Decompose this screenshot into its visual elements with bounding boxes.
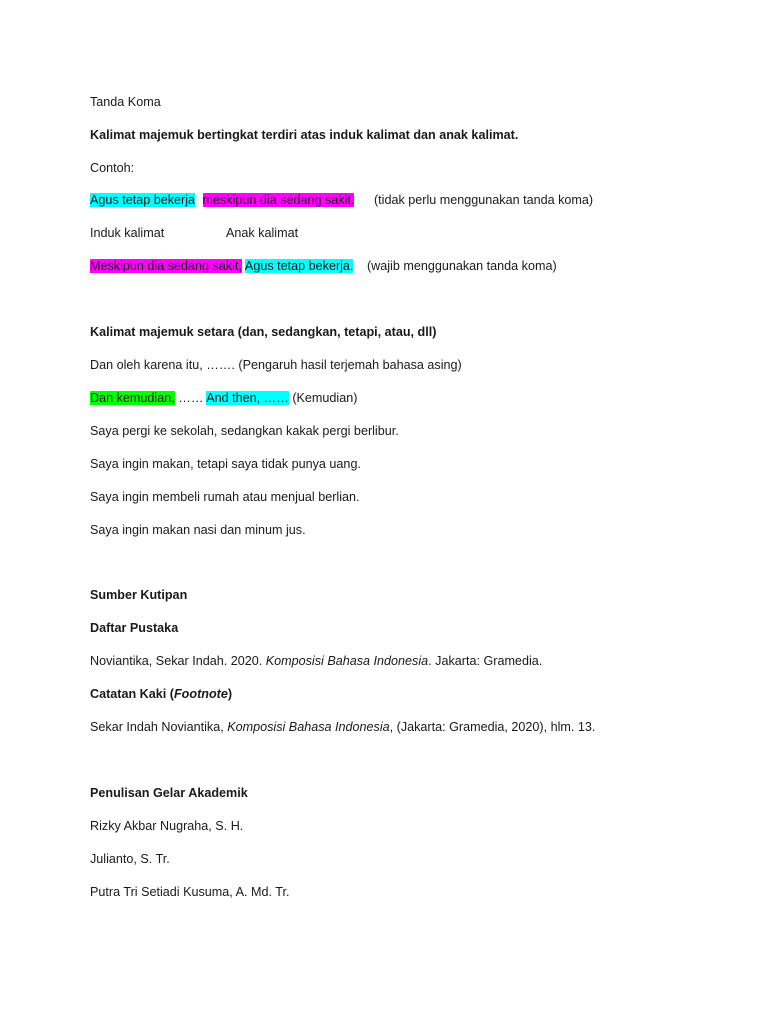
setara-example: Saya ingin makan nasi dan minum jus. <box>90 523 306 537</box>
setara-line-2 <box>90 390 357 406</box>
heading-daftar-pustaka: Daftar Pustaka <box>90 621 179 635</box>
example-1-note: (tidak perlu menggunakan tanda koma) <box>373 193 594 207</box>
entry-text: Noviantika, Sekar Indah. 2020. <box>90 654 266 668</box>
heading-gelar-akademik: Penulisan Gelar Akademik <box>90 786 248 800</box>
entry-text: , (Jakarta: Gramedia, 2020), hlm. 13. <box>389 720 596 734</box>
document-title: Tanda Koma <box>90 95 161 109</box>
and-then-highlight: And then, …… <box>206 391 289 405</box>
contoh-label: Contoh: <box>90 161 135 175</box>
footnote-word: Footnote <box>173 687 228 701</box>
labels-row <box>90 225 299 241</box>
heading-text: Catatan Kaki ( <box>90 687 174 701</box>
kemudian-note: (Kemudian) <box>292 391 358 405</box>
induk-kalimat-highlight: Agus tetap bekerja <box>90 193 196 207</box>
anak-kalimat-highlight: meskipun dia sedang sakit. <box>202 193 355 207</box>
example-2-note: (wajib menggunakan tanda koma) <box>366 259 557 273</box>
entry-text: Sekar Indah Noviantika, <box>90 720 228 734</box>
anak-kalimat-highlight: Meskipun dia sedang sakit, <box>90 259 242 273</box>
document-page <box>90 0 730 1024</box>
example-sentence-1 <box>90 192 593 208</box>
entry-text: . Jakarta: Gramedia. <box>428 654 543 668</box>
heading-majemuk-bertingkat: Kalimat majemuk bertingkat terdiri atas induk kalimat dan anak kalimat. <box>90 128 519 142</box>
heading-majemuk-setara: Kalimat majemuk setara (dan, sedangkan, tetapi, atau, dll) <box>90 325 437 339</box>
setara-example: Saya pergi ke sekolah, sedangkan kakak pergi berlibur. <box>90 424 399 438</box>
setara-example: Saya ingin makan, tetapi saya tidak punya uang. <box>90 457 361 471</box>
label-induk-kalimat: Induk kalimat <box>90 226 165 240</box>
dan-kemudian-highlight: Dan kemudian, <box>90 391 175 405</box>
heading-text: ) <box>227 687 233 701</box>
setara-example: Saya ingin membeli rumah atau menjual berlian. <box>90 490 360 504</box>
gelar-example: Putra Tri Setiadi Kusuma, A. Md. Tr. <box>90 885 290 899</box>
heading-catatan-kaki <box>90 686 232 702</box>
catatan-kaki-entry <box>90 719 595 735</box>
gelar-example: Julianto, S. Tr. <box>90 852 170 866</box>
label-anak-kalimat: Anak kalimat <box>226 226 299 240</box>
induk-kalimat-highlight: Agus tetap bekerja. <box>244 259 354 273</box>
book-title: Komposisi Bahasa Indonesia <box>265 654 429 668</box>
daftar-pustaka-entry <box>90 653 542 669</box>
example-sentence-2 <box>90 258 557 274</box>
book-title: Komposisi Bahasa Indonesia <box>227 720 390 734</box>
ellipsis: …… <box>178 391 204 405</box>
heading-sumber-kutipan: Sumber Kutipan <box>90 588 188 602</box>
gelar-example: Rizky Akbar Nugraha, S. H. <box>90 819 244 833</box>
setara-line-1: Dan oleh karena itu, ……. (Pengaruh hasil terjemah bahasa asing) <box>90 358 462 372</box>
